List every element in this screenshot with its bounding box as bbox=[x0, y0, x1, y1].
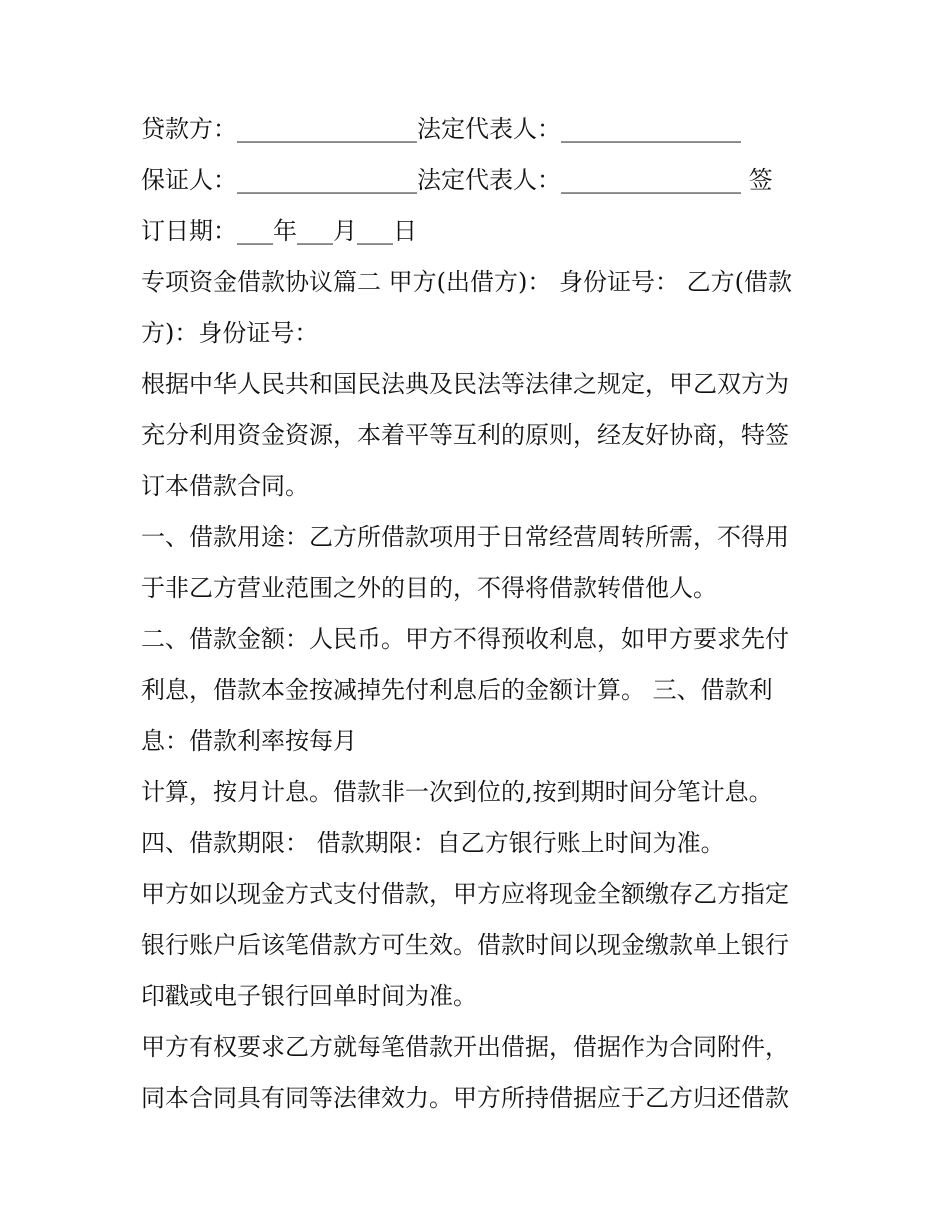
text-line: 印戳或电子银行回单时间为准。 bbox=[141, 982, 477, 1010]
text-line: 专项资金借款协议篇二 甲方(出借方)： 身份证号： 乙方(借款 bbox=[141, 268, 792, 296]
text-line: 银行账户后该笔借款方可生效。借款时间以现金缴款单上银行 bbox=[141, 931, 789, 959]
text-line-lender: 贷款方：_______________法定代表人：_______________ bbox=[141, 115, 741, 143]
text-line: 利息，借款本金按减掉先付利息后的金额计算。 三、借款利 bbox=[141, 676, 773, 704]
text-line: 二、借款金额：人民币。甲方不得预收利息，如甲方要求先付 bbox=[141, 625, 789, 653]
text-line-guarantor: 保证人：_______________法定代表人：_______________ 签 bbox=[141, 166, 773, 194]
text-line: 根据中华人民共和国民法典及民法等法律之规定，甲乙双方为 bbox=[141, 370, 789, 398]
text-line: 订本借款合同。 bbox=[141, 472, 309, 500]
text-line-sign-date: 订日期：___年___月___日 bbox=[141, 217, 417, 245]
text-line: 一、借款用途：乙方所借款项用于日常经营周转所需，不得用 bbox=[141, 523, 789, 551]
text-line: 方)：身份证号： bbox=[141, 319, 319, 347]
text-line: 四、借款期限： 借款期限：自乙方银行账上时间为准。 bbox=[141, 829, 725, 857]
text-line: 息：借款利率按每月 bbox=[141, 727, 357, 755]
text-line: 甲方如以现金方式支付借款，甲方应将现金全额缴存乙方指定 bbox=[141, 880, 789, 908]
text-line: 同本合同具有同等法律效力。甲方所持借据应于乙方归还借款 bbox=[141, 1084, 789, 1112]
text-line: 甲方有权要求乙方就每笔借款开出借据，借据作为合同附件， bbox=[141, 1033, 789, 1061]
text-line: 计算，按月计息。借款非一次到位的,按到期时间分笔计息。 bbox=[141, 778, 773, 806]
text-line: 充分利用资金资源，本着平等互利的原则，经友好协商，特签 bbox=[141, 421, 789, 449]
text-line: 于非乙方营业范围之外的目的，不得将借款转借他人。 bbox=[141, 574, 717, 602]
